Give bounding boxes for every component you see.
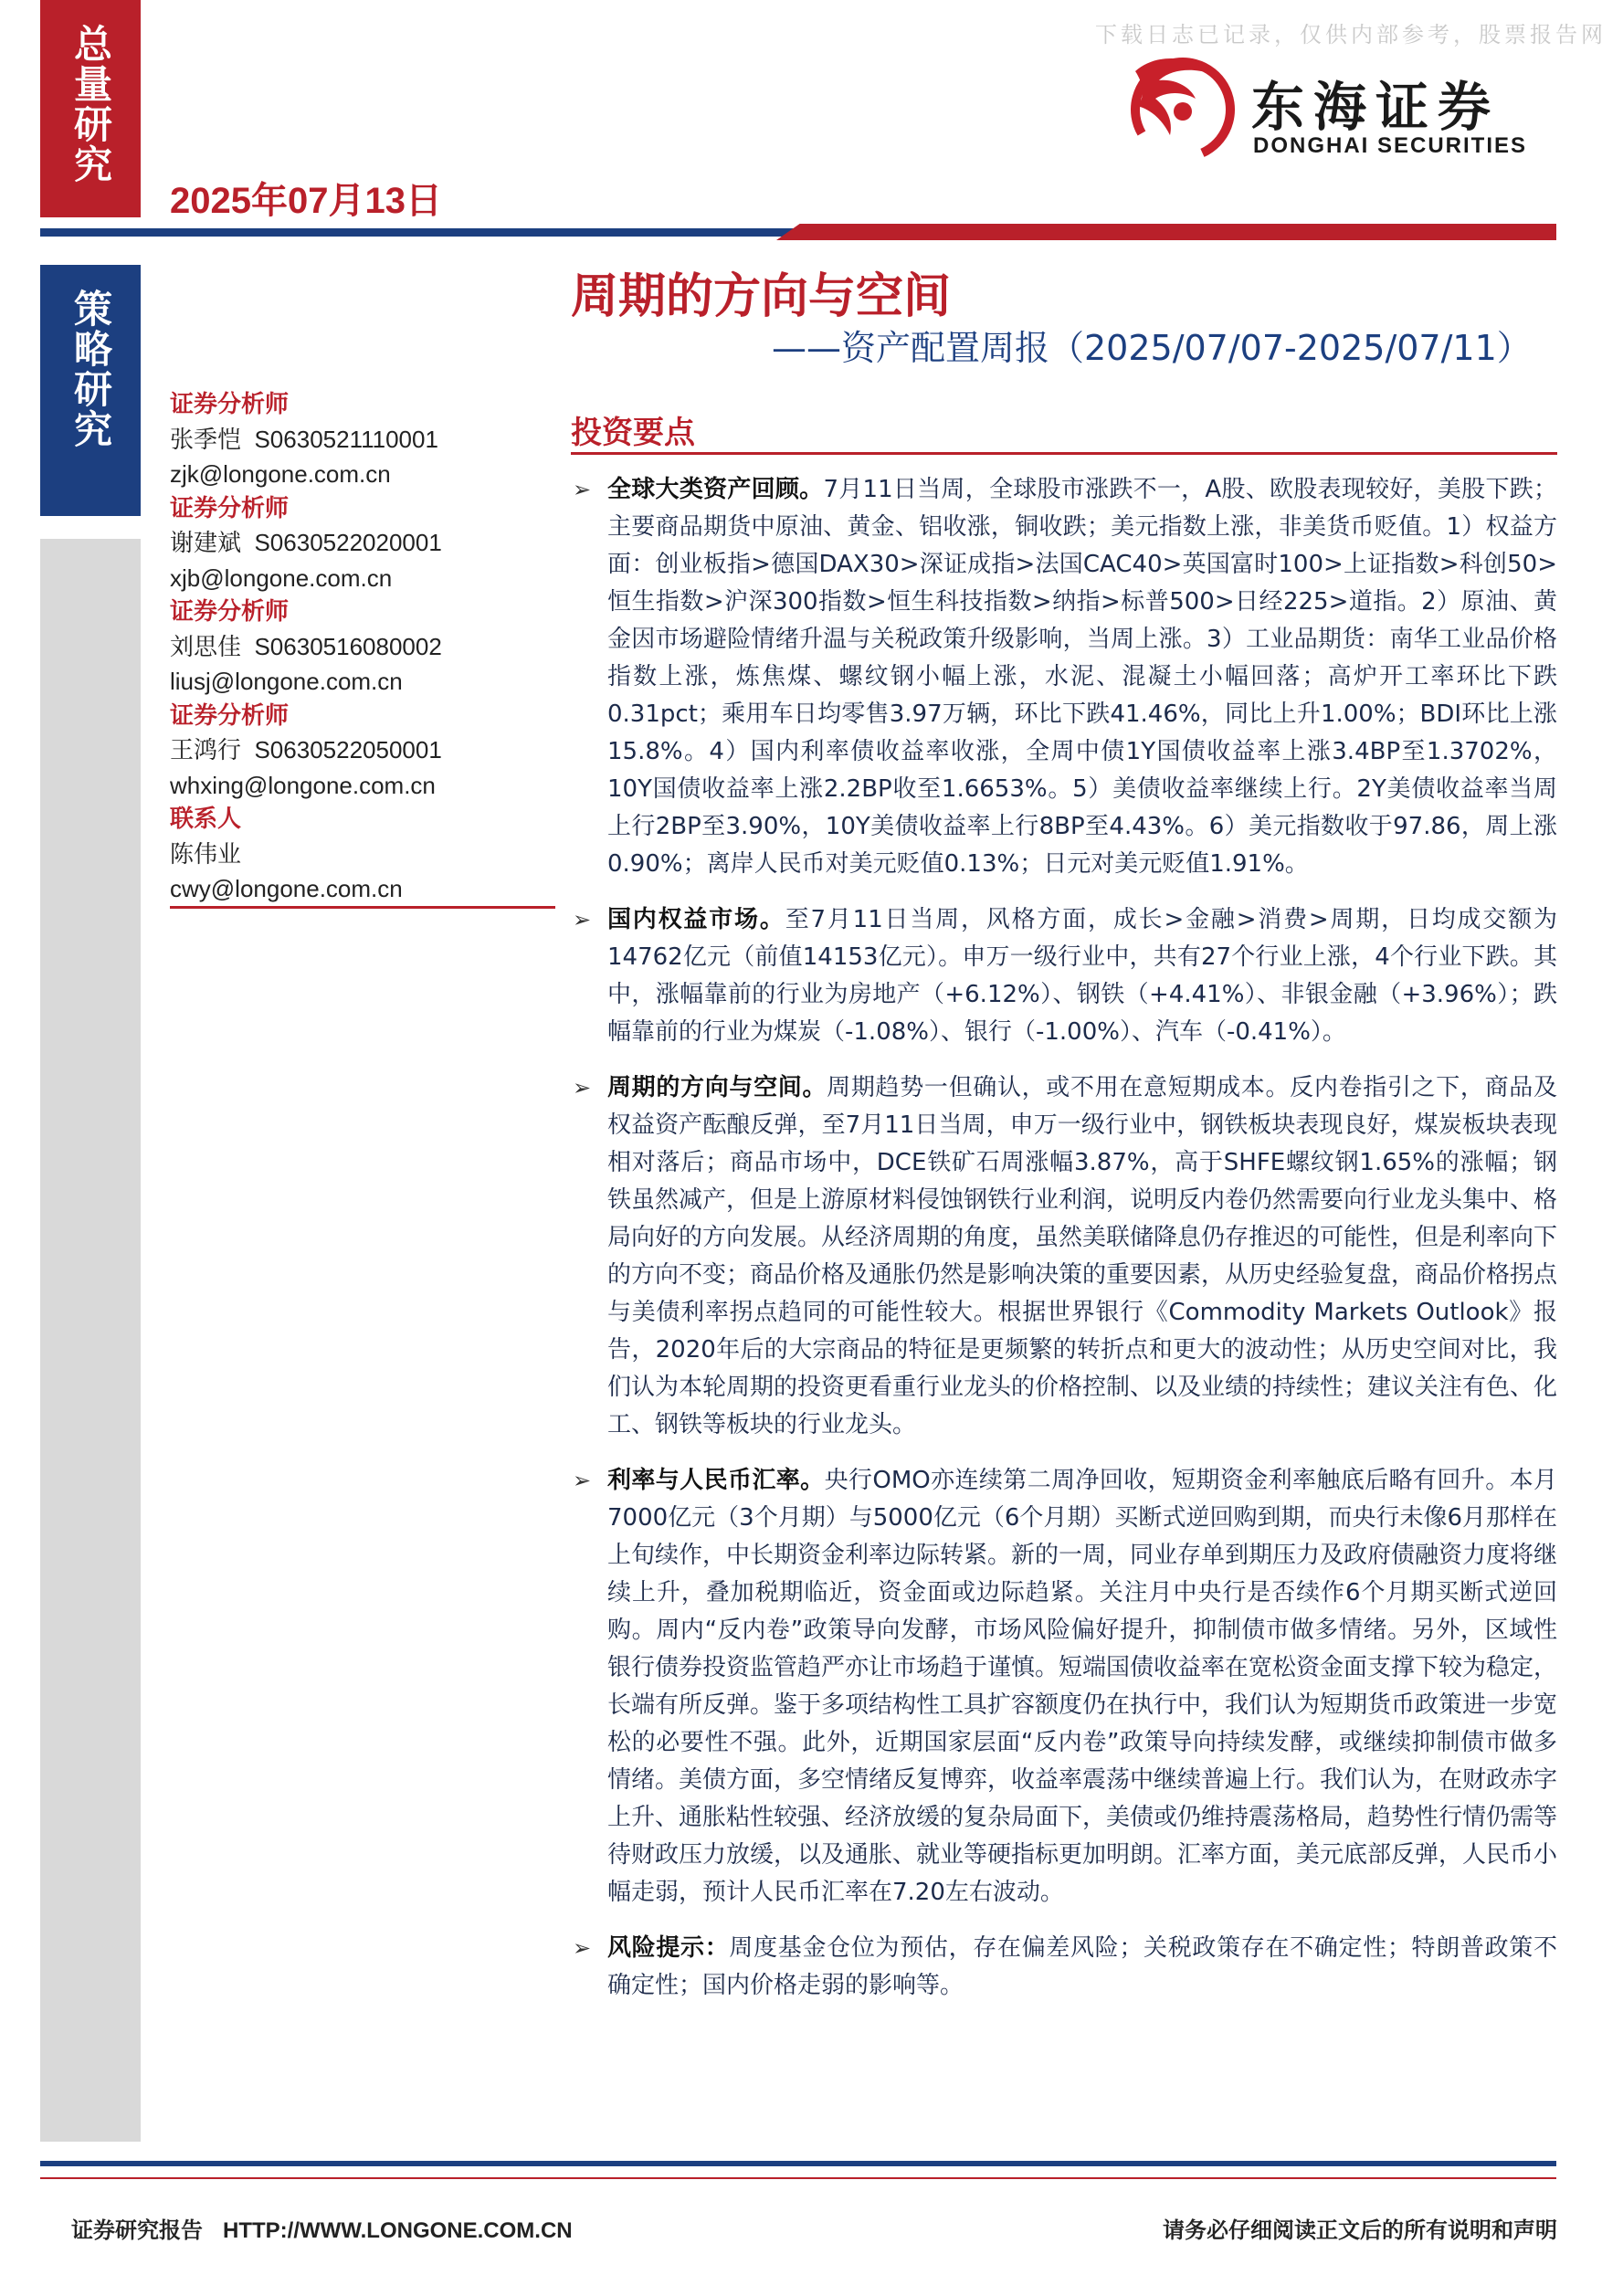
- analyst-list: [170, 388, 553, 907]
- key-point-item: [571, 471, 1557, 883]
- analyst-name: 刘思佳: [170, 633, 242, 661]
- logo-text-en: DONGHAI SECURITIES: [1253, 133, 1528, 158]
- category-bottom-badge: [40, 265, 141, 516]
- contact-name: 陈伟业: [170, 840, 242, 869]
- bullet-arrow-icon: ➢: [573, 1935, 592, 1961]
- analyst-role: 证券分析师: [170, 598, 290, 626]
- analyst-entry: [170, 492, 553, 596]
- key-point-lead: 全球大类资产回顾。: [607, 476, 824, 503]
- contact-email[interactable]: cwy@longone.com.cn: [170, 875, 403, 902]
- watermark: 下载日志已记录，仅供内部参考，股票报告网: [1095, 22, 1607, 47]
- key-points-heading: 投资要点: [571, 415, 695, 451]
- donghai-logo-icon: [1119, 46, 1238, 164]
- contact-entry: [170, 803, 553, 907]
- footer-rule-red: [40, 2177, 1556, 2179]
- analyst-role: 证券分析师: [170, 391, 290, 418]
- key-point-item: [571, 901, 1557, 1051]
- analyst-name-line: [170, 630, 553, 666]
- category-top-label: 总量研究: [69, 24, 113, 184]
- report-subtitle: ——资产配置周报（2025/07/07-2025/07/11）: [772, 328, 1532, 368]
- bullet-arrow-icon: ➢: [573, 1468, 592, 1493]
- key-point-item: [571, 1930, 1557, 2005]
- contact-name-line: [170, 837, 553, 873]
- key-point-lead: 周期的方向与空间。: [607, 1074, 827, 1101]
- key-point-text: 7月11日当周，全球股市涨跌不一，A股、欧股表现较好，美股下跌；主要商品期货中原油、黄金、铝收涨，铜收跌；美元指数上涨，非美货币贬值。1）权益方面：创业板指>德国DAX30>深证成指>法国CAC40>英国富时100>上证指数>科创50>恒生指数>沪深300指数>恒生科技指数>纳指>标普500>日经225>道指。2）原油、黄金因市场避险情绪升温与关税政策升级影响，当周上涨。3）工业品期货：南华工业品价格指数上涨，炼焦煤、螺纹钢小幅上涨，水泥、混凝土小幅回落；高炉开工率环比下跌0.31pct；乘用车日均零售3.97万辆，环比下跌41.46%，同比上升1.00%；BDI环比上涨15.8%。4）国内利率债收益率收涨，全周中债1Y国债收益率上涨3.4BP至1.3702%，10Y国债收益率上涨2.2BP收至1.6653%。5）美债收益率继续上行。2Y美债收益率当周上行2BP至3.90%，10Y美债收益率上行8BP至4.43%。6）美元指数收于97.86，周上涨0.90%；离岸人民币对美元贬值0.13%；日元对美元贬值1.91%。: [607, 476, 1557, 878]
- bullet-arrow-icon: ➢: [573, 1075, 592, 1101]
- logo-text-cn: 东海证券: [1251, 76, 1501, 138]
- key-points-list: [571, 471, 1557, 2023]
- analyst-entry: [170, 595, 553, 700]
- analyst-email[interactable]: xjb@longone.com.cn: [170, 563, 393, 592]
- risk-warning-text: 周度基金仓位为预估，存在偏差风险；关税政策存在不确定性；特朗普政策不确定性；国内价格走弱的影响等。: [607, 1934, 1557, 1999]
- footer-left: [71, 2212, 573, 2244]
- analyst-name-line: [170, 526, 553, 562]
- analyst-name-line: [170, 733, 553, 769]
- contact-role: 联系人: [170, 806, 242, 833]
- analyst-entry: [170, 388, 553, 492]
- analyst-email[interactable]: zjk@longone.com.cn: [170, 460, 391, 488]
- analyst-name-line: [170, 423, 553, 458]
- key-point-text: 周期趋势一但确认，或不用在意短期成本。反内卷指引之下，商品及权益资产酝酿反弹，至7月11日当周，申万一级行业中，钢铁板块表现良好，煤炭板块表现相对落后；商品市场中，DCE铁矿石周涨幅3.87%，高于SHFE螺纹钢1.65%的涨幅；钢铁虽然减产，但是上游原材料侵蚀钢铁行业利润，说明反内卷仍然需要向行业龙头集中、格局向好的方向发展。从经济周期的角度，虽然美联储降息仍存推迟的可能性，但是利率向下的方向不变；商品价格及通胀仍然是影响决策的重要因素，从历史经验复盘，商品价格拐点与美债利率拐点趋同的可能性较大。根据世界银行《Commodity Markets Outlook》报告，2020年后的大宗商品的特征是更频繁的转折点和更大的波动性；从历史空间对比，我们认为本轮周期的投资更看重行业龙头的价格控制、以及业绩的持续性；建议关注有色、化工、钢铁等板块的行业龙头。: [607, 1074, 1558, 1438]
- report-date: 2025年07月13日: [170, 181, 442, 221]
- analyst-name: 张季恺: [170, 426, 242, 454]
- key-point-item: [571, 1462, 1557, 1912]
- footer-label: 证券研究报告: [71, 2217, 203, 2243]
- report-title: 周期的方向与空间: [571, 269, 952, 324]
- analyst-role: 证券分析师: [170, 701, 290, 730]
- category-bottom-label: 策略研究: [69, 289, 113, 449]
- analyst-role: 证券分析师: [170, 494, 290, 522]
- key-point-text: 至7月11日当周，风格方面，成长>金融>消费>周期，日均成交额为14762亿元（前值14153亿元）。申万一级行业中，共有27个行业上涨，4个行业下跌。其中，涨幅靠前的行业为房地产（+6.12%）、钢铁（+4.41%）、非银金融（+3.96%）；跌幅靠前的行业为煤炭（-1.08%）、银行（-1.00%）、汽车（-0.41%）。: [607, 906, 1557, 1046]
- footer-url-link[interactable]: HTTP://WWW.LONGONE.COM.CN: [223, 2218, 573, 2243]
- analyst-email[interactable]: whxing@longone.com.cn: [170, 771, 436, 799]
- analyst-divider: [170, 906, 555, 909]
- key-points-divider: [571, 452, 1557, 455]
- risk-warning-lead: 风险提示：: [607, 1934, 730, 1962]
- analyst-id: S0630522020001: [254, 529, 442, 556]
- key-point-lead: 利率与人民币汇率。: [607, 1467, 825, 1494]
- analyst-entry: [170, 700, 553, 804]
- analyst-email[interactable]: liusj@longone.com.cn: [170, 668, 403, 695]
- analyst-id: S0630516080002: [254, 632, 442, 660]
- key-point-text: 央行OMO亦连续第二周净回收，短期资金利率触底后略有回升。本月7000亿元（3个月期）与5000亿元（6个月期）买断式逆回购到期，而央行未像6月那样在上旬续作，中长期资金利率边际转紧。新的一周，同业存单到期压力及政府债融资力度将继续上升，叠加税期临近，资金面或边际趋紧。关注月中央行是否续作6个月期买断式逆回购。周内“反内卷”政策导向发酵，市场风险偏好提升，抑制债市做多情绪。另外，区域性银行债券投资监管趋严亦让市场趋于谨慎。短端国债收益率在宽松资金面支撑下较为稳定，长端有所反弹。鉴于多项结构性工具扩容额度仍在执行中，我们认为短期货币政策进一步宽松的必要性不强。此外，近期国家层面“反内卷”政策导向持续发酵，或继续抑制债市做多情绪。美债方面，多空情绪反复博弈，收益率震荡中继续普遍上行。我们认为，在财政赤字上升、通胀粘性较强、经济放缓的复杂局面下，美债或仍维持震荡格局，趋势性行情仍需等待财政压力放缓，以及通胀、就业等硬指标更加明朗。汇率方面，美元底部反弹，人民币小幅走弱，预计人民币汇率在7.20左右波动。: [607, 1467, 1558, 1906]
- footer-rule-blue: [40, 2161, 1556, 2166]
- category-top-badge: [40, 0, 141, 217]
- header-rule-red: [776, 224, 1556, 240]
- bullet-arrow-icon: ➢: [573, 907, 592, 932]
- analyst-name: 王鸿行: [170, 737, 242, 764]
- key-point-lead: 国内权益市场。: [607, 906, 785, 933]
- sidebar-strip: [40, 539, 141, 2142]
- analyst-name: 谢建斌: [170, 530, 242, 557]
- footer-disclaimer: 请务必仔细阅读正文后的所有说明和声明: [1163, 2217, 1557, 2243]
- analyst-id: S0630521110001: [254, 425, 438, 453]
- analyst-id: S0630522050001: [254, 736, 442, 764]
- key-point-item: [571, 1069, 1557, 1444]
- bullet-arrow-icon: ➢: [573, 477, 592, 502]
